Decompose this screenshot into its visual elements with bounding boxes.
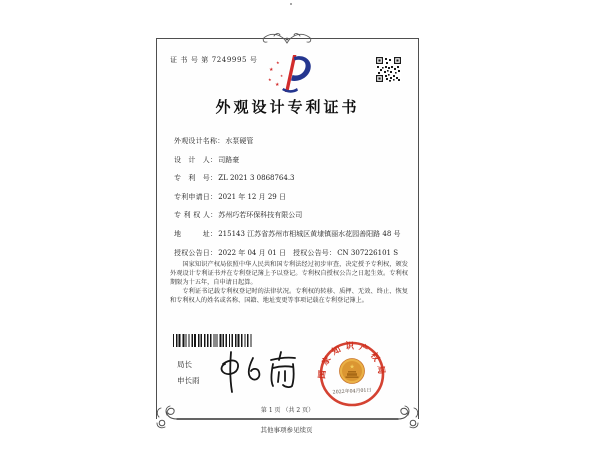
director-signature (215, 348, 305, 396)
field-value: 水泵硬管 (225, 137, 254, 145)
field-label: 地 址： (174, 229, 218, 238)
svg-text:★: ★ (276, 60, 280, 65)
cnipa-design-patent-logo-icon (267, 53, 313, 95)
field-filing-date (174, 192, 406, 211)
field-label: 授权公告日： (174, 248, 218, 257)
dust-speck (290, 3, 292, 5)
official-seal (317, 339, 387, 409)
field-value: ZL 2021 3 0868764.3 (218, 174, 295, 183)
national-emblem-icon (340, 359, 365, 384)
field-grant-number (293, 248, 398, 258)
field-designer (174, 155, 406, 174)
field-value: 2022 年 04 月 01 日 (218, 248, 286, 257)
field-value: 司路豪 (218, 155, 240, 164)
field-label: 授权公告号： (293, 248, 337, 257)
field-value: 2021 年 12 月 29 日 (218, 192, 286, 201)
field-label: 专利申请日： (174, 192, 218, 201)
field-label: 专 利 权 人： (174, 211, 218, 220)
statutory-paragraph-1: 国家知识产权局依照中华人民共和国专利法经过初步审查，决定授予专利权，颁发外观设计专利证书并在专利登记簿上予以登记。专利权自授权公告之日起生效。专利权期限为十五年，自申请日起算。 (170, 261, 408, 286)
field-value: CN 307226101 S (337, 248, 399, 257)
director-name: 申长雨 (177, 376, 200, 385)
top-border-ornament-icon (252, 30, 322, 48)
continuation-note: 其他事项参见续页 (260, 426, 313, 434)
field-patent-number (174, 173, 406, 192)
field-label: 设 计 人： (174, 155, 218, 164)
svg-text:★: ★ (349, 363, 355, 371)
field-label: 专 利 号： (174, 174, 218, 183)
barcode (173, 334, 252, 347)
svg-text:★: ★ (275, 82, 280, 88)
certificate-page (156, 38, 419, 419)
field-address (174, 229, 406, 248)
qr-code-icon (376, 57, 401, 82)
field-design-name (174, 136, 406, 155)
page-indicator: 第 1 页 （共 2 页） (260, 407, 315, 414)
seal-date-stamp: 2022年04月01日 (332, 388, 372, 396)
field-value: 苏州巧若环保科技有限公司 (218, 211, 303, 220)
field-value: 215143 江苏省苏州市相城区黄埭镇丽水花园善阳路 48 号 (218, 229, 401, 238)
svg-text:★: ★ (269, 67, 274, 73)
field-list (174, 136, 406, 266)
svg-text:★: ★ (268, 77, 272, 82)
certificate-title: 外观设计专利证书 (215, 98, 360, 116)
statutory-text (170, 260, 408, 305)
svg-text:★: ★ (280, 74, 284, 78)
seal-arc-text: 国家知识产权局 (317, 341, 387, 380)
field-label: 外观设计名称： (174, 137, 225, 145)
statutory-paragraph-2: 专利证书记载专利权登记时的法律状况。专利权的转移、质押、无效、终止、恢复和专利权人的姓名或名称、国籍、地址变更等事项记载在专利登记簿上。 (170, 288, 408, 304)
field-patentee (174, 210, 406, 229)
certificate-number: 证 书 号 第 7249995 号 (170, 56, 258, 64)
director-title: 局长 (177, 360, 192, 369)
